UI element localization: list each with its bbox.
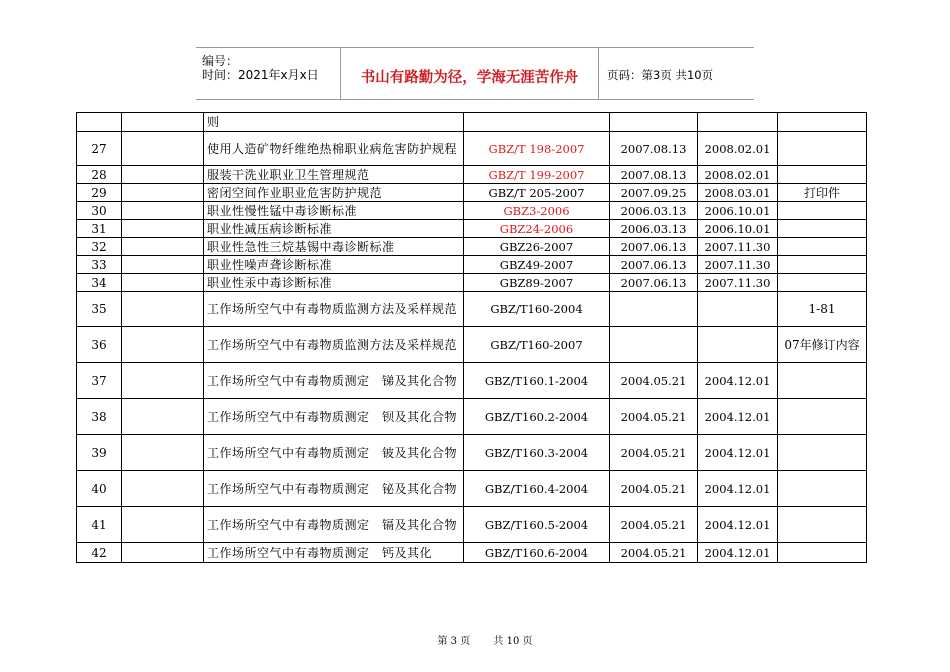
row-number: 41 [77, 507, 122, 543]
row-note [778, 166, 867, 184]
standard-name: 职业性急性三烷基锡中毒诊断标准 [204, 238, 464, 256]
issue-date [610, 327, 698, 363]
effective-date: 2007.11.30 [698, 274, 778, 292]
row-number: 31 [77, 220, 122, 238]
row-note [778, 132, 867, 166]
table-row [77, 113, 867, 132]
row-note [778, 256, 867, 274]
footer-page-current: 第 3 页 [437, 636, 471, 647]
table-row [77, 184, 867, 202]
page-footer [0, 632, 950, 647]
standard-name: 职业性慢性锰中毒诊断标准 [204, 202, 464, 220]
footer-page-total: 共 10 页 [493, 636, 533, 647]
row-blank-cell [122, 471, 204, 507]
effective-date: 2004.12.01 [698, 363, 778, 399]
standard-name: 职业性减压病诊断标准 [204, 220, 464, 238]
header-motto-cell [341, 48, 599, 99]
standard-name: 服装干洗业职业卫生管理规范 [204, 166, 464, 184]
document-number-label: 编号： [202, 54, 239, 68]
issue-date: 2004.05.21 [610, 363, 698, 399]
effective-date: 2006.10.01 [698, 220, 778, 238]
issue-date: 2007.09.25 [610, 184, 698, 202]
row-number: 36 [77, 327, 122, 363]
row-number: 30 [77, 202, 122, 220]
table-row [77, 327, 867, 363]
standard-code: GBZ26-2007 [464, 238, 610, 256]
effective-date: 2008.02.01 [698, 166, 778, 184]
row-note [778, 363, 867, 399]
effective-date: 2008.02.01 [698, 132, 778, 166]
effective-date: 2007.11.30 [698, 256, 778, 274]
row-number: 34 [77, 274, 122, 292]
effective-date: 2006.10.01 [698, 202, 778, 220]
row-blank-cell [122, 363, 204, 399]
standard-name: 工作场所空气中有毒物质测定 铍及其化合物 [204, 435, 464, 471]
effective-date: 2004.12.01 [698, 435, 778, 471]
table-row [77, 543, 867, 563]
standard-code: GBZ/T160.3-2004 [464, 435, 610, 471]
row-note: 打印件 [778, 184, 867, 202]
row-blank-cell [122, 202, 204, 220]
row-note [778, 543, 867, 563]
effective-date: 2004.12.01 [698, 507, 778, 543]
standard-name: 工作场所空气中有毒物质测定 钙及其化 [204, 543, 464, 563]
row-number: 29 [77, 184, 122, 202]
table-row [77, 202, 867, 220]
issue-date: 2004.05.21 [610, 471, 698, 507]
row-number: 39 [77, 435, 122, 471]
standard-code: GBZ/T160.4-2004 [464, 471, 610, 507]
row-number: 35 [77, 292, 122, 327]
issue-date [610, 113, 698, 132]
standard-code: GBZ/T 198-2007 [464, 132, 610, 166]
effective-date [698, 292, 778, 327]
issue-date: 2007.06.13 [610, 238, 698, 256]
standard-name: 工作场所空气中有毒物质监测方法及采样规范 [204, 292, 464, 327]
standard-name: 密闭空间作业职业危害防护规范 [204, 184, 464, 202]
row-note [778, 399, 867, 435]
row-blank-cell [122, 435, 204, 471]
row-note [778, 471, 867, 507]
standard-code: GBZ/T160.1-2004 [464, 363, 610, 399]
standard-name: 工作场所空气中有毒物质测定 钡及其化合物 [204, 399, 464, 435]
standard-code [464, 113, 610, 132]
standard-code: GBZ/T 205-2007 [464, 184, 610, 202]
standard-code: GBZ3-2006 [464, 202, 610, 220]
issue-date: 2007.08.13 [610, 132, 698, 166]
row-blank-cell [122, 184, 204, 202]
standard-code: GBZ49-2007 [464, 256, 610, 274]
effective-date: 2004.12.01 [698, 543, 778, 563]
issue-date: 2004.05.21 [610, 543, 698, 563]
page-header [196, 47, 754, 100]
row-note [778, 202, 867, 220]
issue-date: 2007.06.13 [610, 274, 698, 292]
standard-code: GBZ/T160.2-2004 [464, 399, 610, 435]
issue-date: 2004.05.21 [610, 435, 698, 471]
standard-name: 职业性汞中毒诊断标准 [204, 274, 464, 292]
header-page-number: 页码：第3页 共10页 [607, 68, 714, 82]
table-row [77, 363, 867, 399]
issue-date: 2004.05.21 [610, 399, 698, 435]
issue-date: 2006.03.13 [610, 220, 698, 238]
effective-date: 2004.12.01 [698, 399, 778, 435]
effective-date: 2007.11.30 [698, 238, 778, 256]
row-blank-cell [122, 113, 204, 132]
standard-code: GBZ/T160-2004 [464, 292, 610, 327]
header-motto: 书山有路勤为径，学海无涯苦作舟 [360, 70, 579, 86]
row-note [778, 238, 867, 256]
row-note: 07年修订内容 [778, 327, 867, 363]
row-number: 37 [77, 363, 122, 399]
table-row [77, 471, 867, 507]
standard-name: 工作场所空气中有毒物质测定 镉及其化合物 [204, 507, 464, 543]
effective-date [698, 327, 778, 363]
effective-date: 2008.03.01 [698, 184, 778, 202]
standard-code: GBZ89-2007 [464, 274, 610, 292]
table-row [77, 220, 867, 238]
row-note [778, 220, 867, 238]
table-row [77, 238, 867, 256]
row-number: 33 [77, 256, 122, 274]
row-note [778, 274, 867, 292]
table-row [77, 435, 867, 471]
row-number: 38 [77, 399, 122, 435]
header-page-cell [599, 48, 754, 99]
row-note [778, 435, 867, 471]
standards-table [76, 112, 867, 563]
row-number: 42 [77, 543, 122, 563]
row-blank-cell [122, 327, 204, 363]
standards-table-body [77, 113, 867, 563]
standard-code: GBZ/T160.5-2004 [464, 507, 610, 543]
issue-date: 2006.03.13 [610, 202, 698, 220]
row-blank-cell [122, 166, 204, 184]
row-blank-cell [122, 507, 204, 543]
issue-date: 2007.06.13 [610, 256, 698, 274]
effective-date [698, 113, 778, 132]
standard-name: 职业性噪声聋诊断标准 [204, 256, 464, 274]
standard-code: GBZ24-2006 [464, 220, 610, 238]
row-note [778, 507, 867, 543]
row-number: 28 [77, 166, 122, 184]
table-row [77, 399, 867, 435]
table-row [77, 292, 867, 327]
row-number: 32 [77, 238, 122, 256]
issue-date: 2007.08.13 [610, 166, 698, 184]
standard-code: GBZ/T160.6-2004 [464, 543, 610, 563]
row-blank-cell [122, 543, 204, 563]
issue-date: 2004.05.21 [610, 507, 698, 543]
row-number: 27 [77, 132, 122, 166]
row-number [77, 113, 122, 132]
header-info-cell [196, 48, 341, 99]
issue-date [610, 292, 698, 327]
table-row [77, 507, 867, 543]
standard-code: GBZ/T160-2007 [464, 327, 610, 363]
row-number: 40 [77, 471, 122, 507]
standard-name: 使用人造矿物纤维绝热棉职业病危害防护规程 [204, 132, 464, 166]
row-blank-cell [122, 399, 204, 435]
row-blank-cell [122, 220, 204, 238]
table-row [77, 256, 867, 274]
row-blank-cell [122, 256, 204, 274]
table-row [77, 132, 867, 166]
table-row [77, 166, 867, 184]
effective-date: 2004.12.01 [698, 471, 778, 507]
row-blank-cell [122, 292, 204, 327]
standard-code: GBZ/T 199-2007 [464, 166, 610, 184]
standard-name: 工作场所空气中有毒物质测定 铋及其化合物 [204, 471, 464, 507]
row-blank-cell [122, 238, 204, 256]
standard-name: 则 [204, 113, 464, 132]
standard-name: 工作场所空气中有毒物质监测方法及采样规范 [204, 327, 464, 363]
document-time: 时间：2021年x月x日 [202, 68, 319, 82]
row-note: 1-81 [778, 292, 867, 327]
table-row [77, 274, 867, 292]
row-blank-cell [122, 274, 204, 292]
standard-name: 工作场所空气中有毒物质测定 锑及其化合物 [204, 363, 464, 399]
row-blank-cell [122, 132, 204, 166]
row-note [778, 113, 867, 132]
